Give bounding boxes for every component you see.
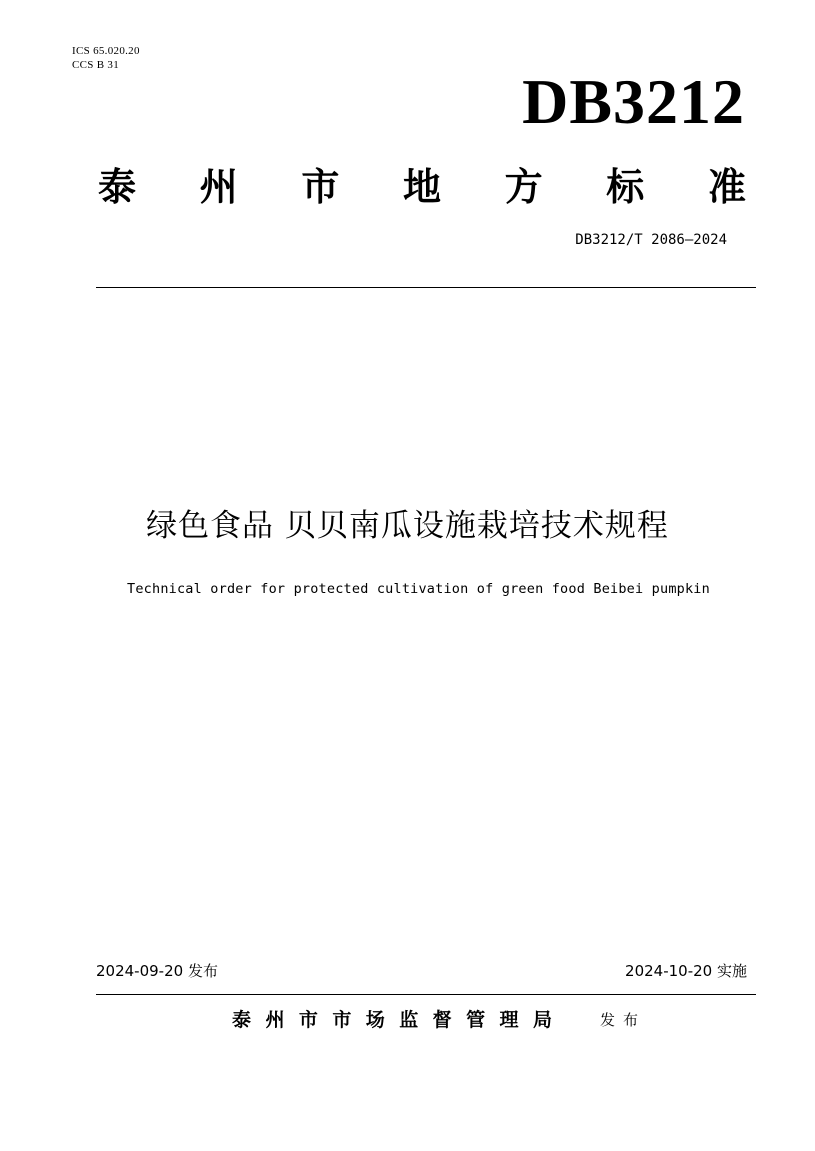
issuer-char: 市: [332, 1009, 352, 1031]
issuer-char: 局: [532, 1009, 552, 1031]
bottom-divider: [96, 994, 756, 995]
standard-type-char: 标: [606, 164, 645, 209]
issued-label: 发布: [600, 1011, 647, 1029]
ccs-code: CCS B 31: [72, 59, 120, 71]
standard-type-char: 泰: [98, 164, 137, 209]
issuing-authority: [232, 1007, 552, 1033]
standard-type-char: 州: [199, 164, 238, 209]
standard-type-char: 准: [707, 164, 746, 209]
issue-date: 2024-09-20 发布: [96, 962, 218, 980]
standard-type-heading: [98, 162, 746, 212]
issuer-char: 市: [298, 1009, 318, 1031]
standard-type-char: 方: [504, 164, 543, 209]
standard-number: DB3212/T 2086—2024: [575, 232, 727, 248]
issuer-char: 州: [265, 1009, 285, 1031]
implementation-date: 2024-10-20 实施: [625, 962, 747, 980]
issuer-char: 场: [365, 1009, 385, 1031]
ics-code: ICS 65.020.20: [72, 45, 140, 57]
issuer-char: 督: [432, 1009, 452, 1031]
document-title-english: Technical order for protected cultivation of green food Beibei pumpkin: [127, 581, 710, 597]
standard-type-char: 市: [301, 164, 340, 209]
issuer-char: 管: [466, 1009, 486, 1031]
standard-type-char: 地: [402, 164, 441, 209]
standard-code-logo: DB3212: [522, 66, 745, 137]
issuer-char: 泰: [232, 1009, 252, 1031]
document-title-chinese: 绿色食品 贝贝南瓜设施栽培技术规程: [146, 508, 669, 544]
top-divider: [96, 287, 756, 288]
issuer-char: 理: [499, 1009, 519, 1031]
issuer-char: 监: [399, 1009, 419, 1031]
classification-codes: [72, 44, 140, 72]
